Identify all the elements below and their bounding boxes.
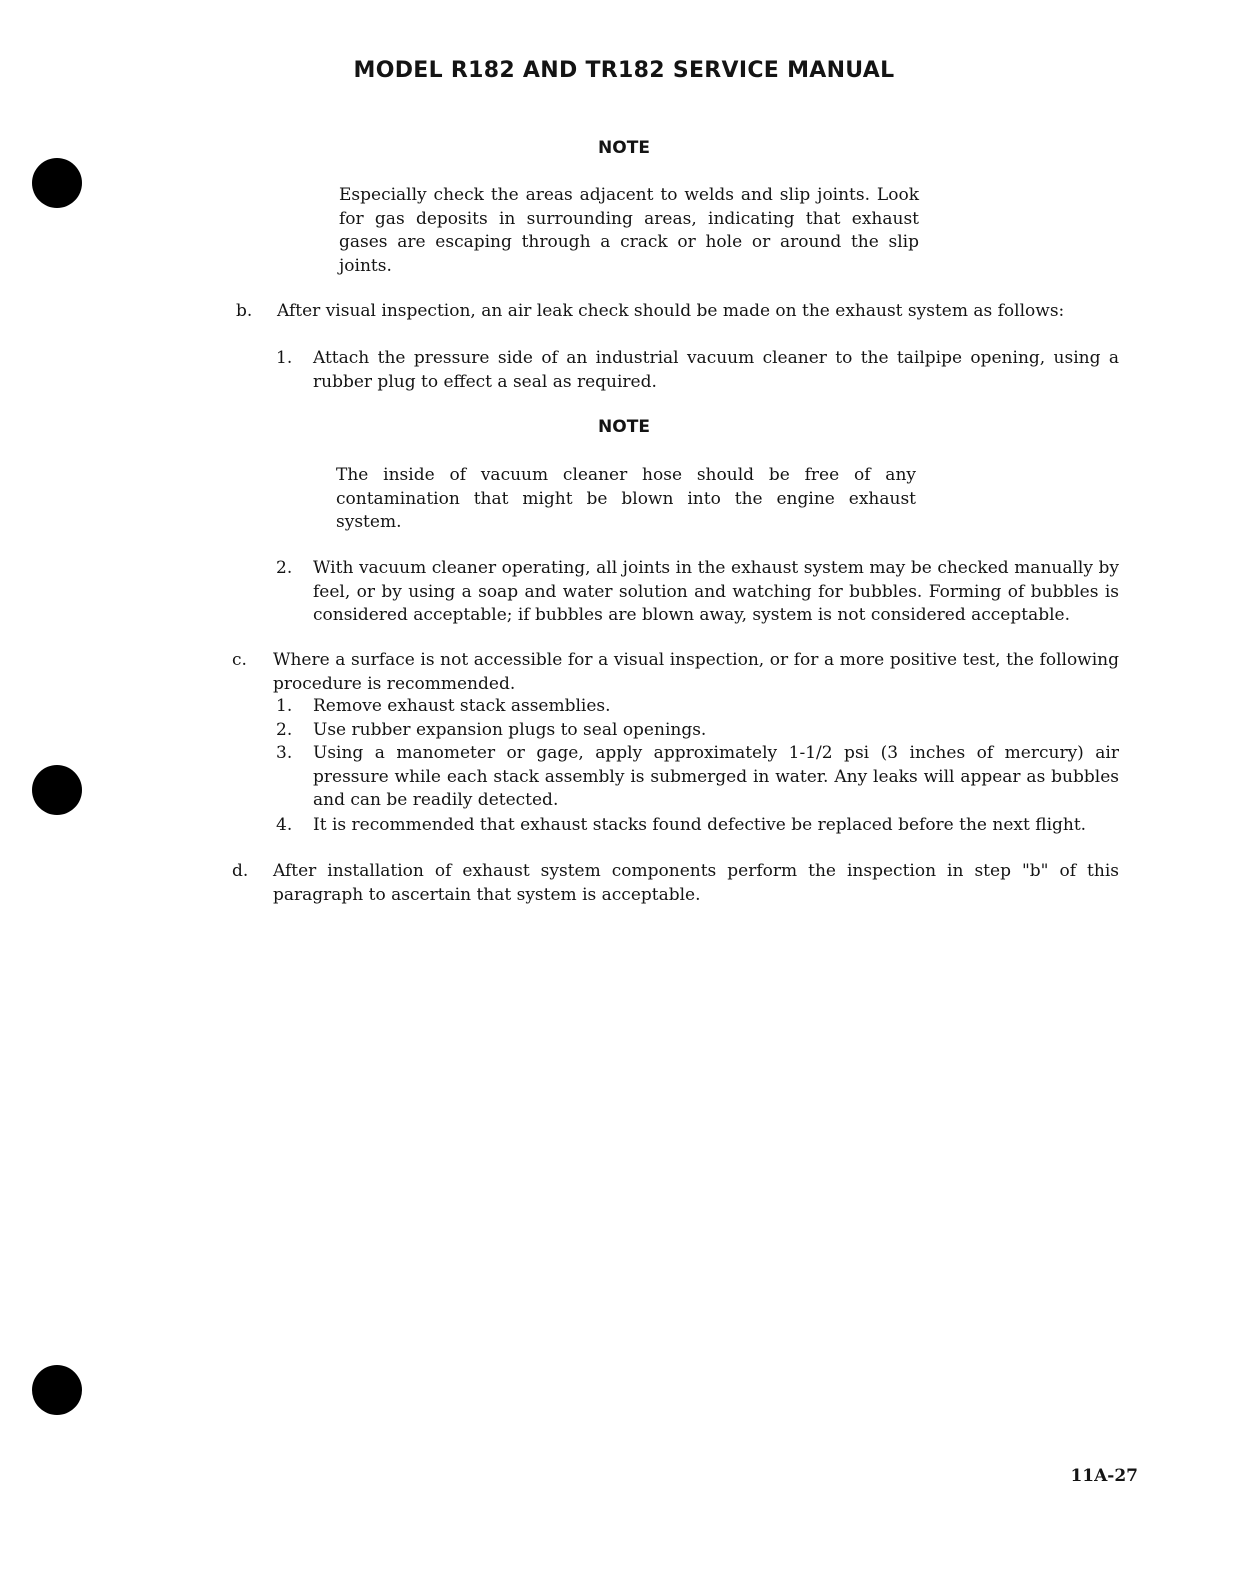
note-heading: NOTE xyxy=(598,417,650,437)
step-label: c. xyxy=(232,650,247,670)
binder-hole xyxy=(32,158,82,208)
step-text: After installation of exhaust system components perform the inspection in step "b" of this paragraph to ascertain that system is acceptable. xyxy=(273,861,1119,905)
substep xyxy=(276,695,1119,719)
step-text: Where a surface is not accessible for a visual inspection, or for a more positive test, the following procedure is recommended. xyxy=(273,650,1119,694)
substep-label: 3. xyxy=(276,743,293,763)
substep-label: 2. xyxy=(276,720,293,740)
note-text: Especially check the areas adjacent to welds and slip joints. Look for gas deposits in surrounding areas, indicating that exhaust gases are escaping through a crack or hole or around the slip joints. xyxy=(339,185,919,276)
page-number: 11A-27 xyxy=(1070,1466,1138,1486)
note-heading: NOTE xyxy=(598,138,650,158)
step-c xyxy=(232,649,1119,696)
substep-label: 1. xyxy=(276,696,293,716)
step-label: d. xyxy=(232,861,249,881)
step-b xyxy=(236,300,1119,324)
step-d xyxy=(232,860,1119,907)
note-text: The inside of vacuum cleaner hose should be free of any contamination that might be blown into the engine exhaust system. xyxy=(336,465,916,532)
substep xyxy=(276,814,1119,838)
substep-text: Attach the pressure side of an industrial vacuum cleaner to the tailpipe opening, using a rubber plug to effect a seal as required. xyxy=(313,348,1119,392)
binder-hole xyxy=(32,1365,82,1415)
substep-label: 2. xyxy=(276,558,293,578)
substep xyxy=(276,742,1119,813)
substep xyxy=(276,719,1119,743)
substep-text: Using a manometer or gage, apply approximately 1-1/2 psi (3 inches of mercury) air pressure while each stack assembly is submerged in water. Any leaks will appear as bubbles and can be readily detected. xyxy=(313,743,1119,810)
substep-text: With vacuum cleaner operating, all joints in the exhaust system may be checked manually by feel, or by using a soap and water solution and watching for bubbles. Forming of bubbles is considered acceptable; if bubbles are blown away, system is not considered acceptable. xyxy=(313,558,1119,625)
substep-text: It is recommended that exhaust stacks found defective be replaced before the next flight. xyxy=(313,815,1087,835)
step-text: After visual inspection, an air leak check should be made on the exhaust system as follows: xyxy=(277,301,1065,321)
page-title: MODEL R182 AND TR182 SERVICE MANUAL xyxy=(353,58,895,83)
binder-hole xyxy=(32,765,82,815)
substep xyxy=(276,557,1119,628)
step-label: b. xyxy=(236,301,253,321)
substep-label: 4. xyxy=(276,815,293,835)
substep-label: 1. xyxy=(276,348,293,368)
substep-text: Use rubber expansion plugs to seal openings. xyxy=(313,720,707,740)
substep-text: Remove exhaust stack assemblies. xyxy=(313,696,611,716)
substep xyxy=(276,347,1119,394)
